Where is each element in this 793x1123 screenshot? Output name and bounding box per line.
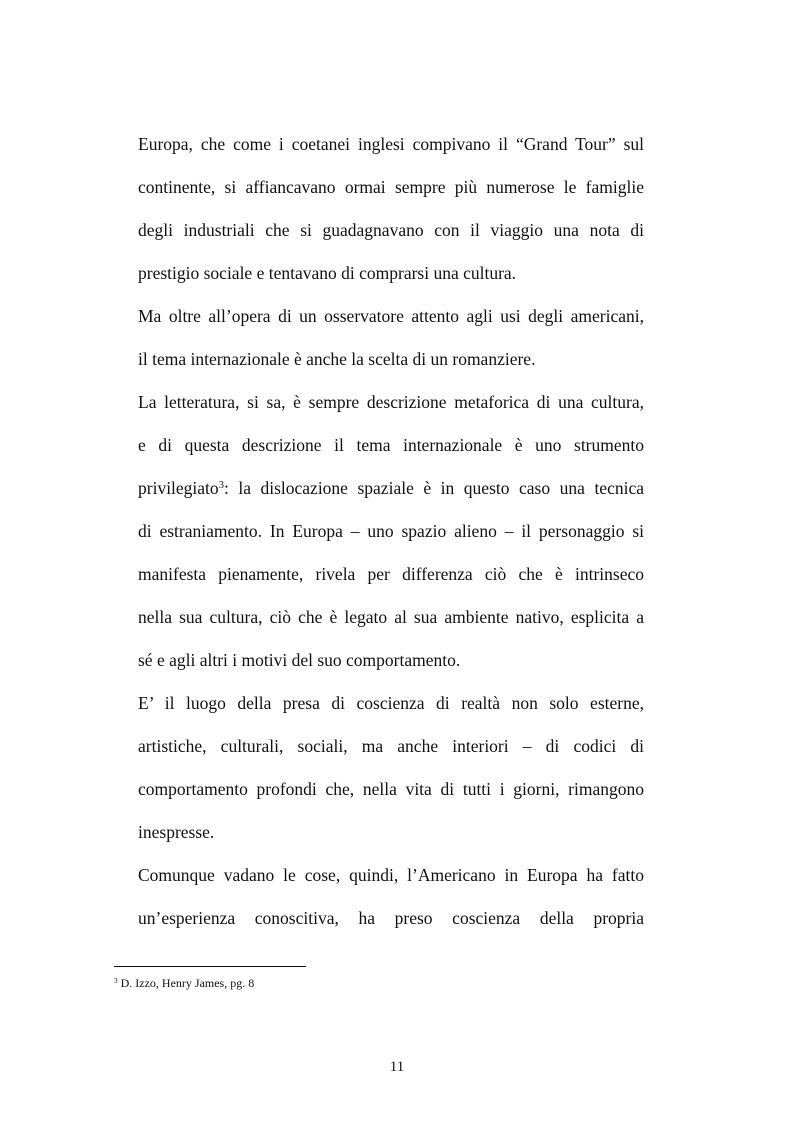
- text-line: prestigio sociale e tentavano di comprarsi una cultura.: [138, 263, 517, 283]
- footnote-number: 3: [114, 977, 118, 986]
- text-line: [138, 477, 644, 499]
- text-segment: privilegiato: [138, 478, 219, 498]
- text-line: il tema internazionale è anche la scelta di un romanziere.: [138, 349, 536, 369]
- text-line: artistiche, culturali, sociali, ma anche interiori – di codici di: [138, 736, 644, 756]
- text-line: e di questa descrizione il tema internazionale è uno strumento: [138, 435, 644, 455]
- text-line: La letteratura, si sa, è sempre descrizione metaforica di una cultura,: [138, 392, 644, 412]
- footnote-reference[interactable]: 3: [218, 480, 224, 492]
- text-line: continente, si affiancavano ormai sempre più numerose le famiglie: [138, 177, 644, 197]
- text-line: comportamento profondi che, nella vita di tutti i giorni, rimangono: [138, 779, 644, 799]
- text-line: manifesta pienamente, rivela per differenza ciò che è intrinseco: [138, 564, 644, 584]
- text-line: nella sua cultura, ciò che è legato al sua ambiente nativo, esplicita a: [138, 607, 644, 627]
- text-line: un’esperienza conoscitiva, ha preso coscienza della propria: [138, 908, 644, 928]
- footnote: [114, 975, 254, 991]
- text-line: E’ il luogo della presa di coscienza di realtà non solo esterne,: [138, 693, 644, 713]
- page-number: 11: [389, 1059, 405, 1075]
- footnote-text: D. Izzo, Henry James, pg. 8: [117, 976, 255, 990]
- text-line: di estraniamento. In Europa – uno spazio alieno – il personaggio si: [138, 521, 644, 541]
- text-line: Europa, che come i coetanei inglesi compivano il “Grand Tour” sul: [138, 134, 644, 154]
- text-line: Comunque vadano le cose, quindi, l’Americano in Europa ha fatto: [138, 865, 644, 885]
- text-line: sé e agli altri i motivi del suo comportamento.: [138, 650, 461, 670]
- text-segment: : la dislocazione spaziale è in questo caso una tecnica: [223, 478, 644, 498]
- text-line: inespresse.: [138, 822, 215, 842]
- text-line: Ma oltre all’opera di un osservatore attento agli usi degli americani,: [138, 306, 644, 326]
- footnote-divider: [114, 966, 306, 967]
- text-line: degli industriali che si guadagnavano con il viaggio una nota di: [138, 220, 644, 240]
